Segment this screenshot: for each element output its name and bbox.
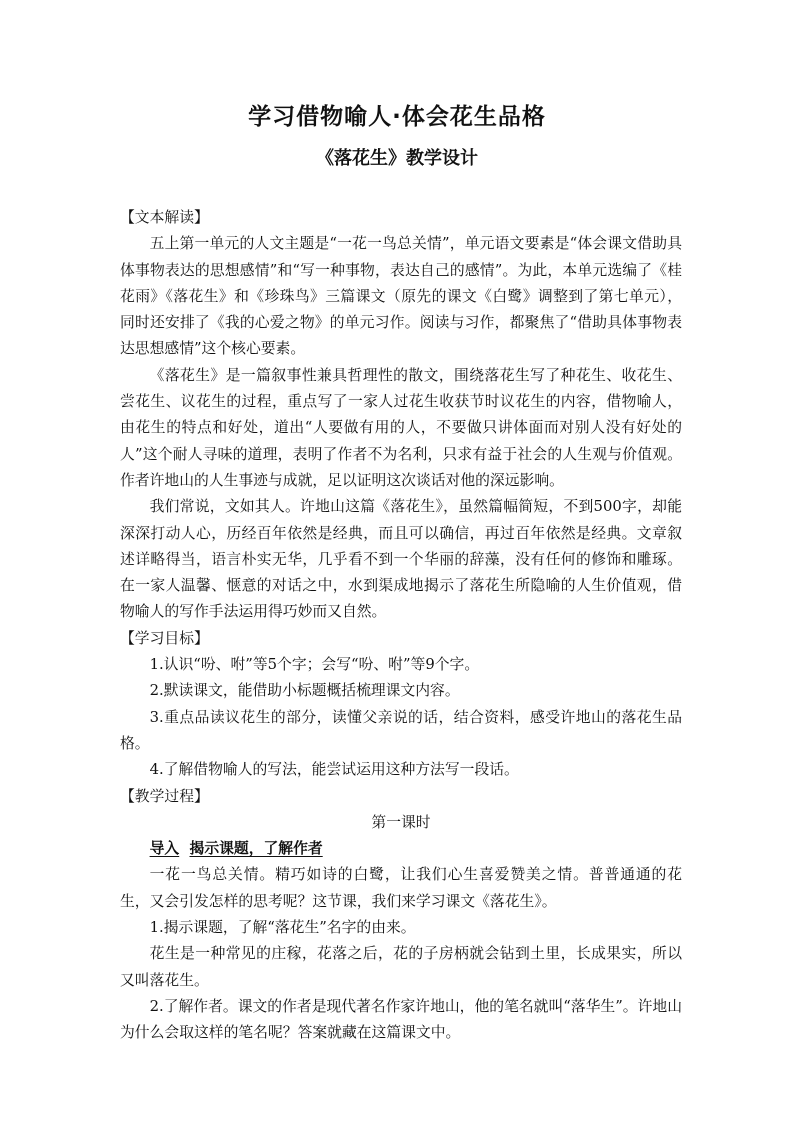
intro-title: 揭示课题，了解作者 — [189, 840, 323, 858]
section-heading-process: 【教学过程】 — [120, 787, 209, 805]
process-paragraph: 一花一鸟总关情。精巧如诗的白鹭，让我们心生喜爱赞美之情。普普通通的花生，又会引发怎样的思考呢？这节课，我们来学习课文《落花生》。 — [120, 866, 682, 910]
section-heading-goals: 【学习目标】 — [120, 629, 209, 647]
reading-paragraph: 《落花生》是一篇叙事性兼具哲理性的散文，围绕落花生写了种花生、收花生、尝花生、议花生的过程，重点写了一家人过花生收获节时议花生的内容，借物喻人，由花生的特点和好处，道出“人要做有用的人，不要做只讲体面而对别人没有好处的人”这个耐人寻味的道理，表明了作者不为名利，只求有益于社会的人生观与价值观。作者许地山的人生事迹与成就，足以证明这次谈话对他的深远影响。 — [120, 366, 682, 489]
reading-paragraph: 五上第一单元的人文主题是“一花一鸟总关情”，单元语文要素是“体会课文借助具体事物表达的思想感情”和“写一种事物，表达自己的感情”。为此，本单元选编了《桂花雨》《落花生》和《珍珠鸟》三篇课文（原先的课文《白鹭》调整到了第七单元），同时还安排了《我的心爱之物》的单元习作。阅读与习作，都聚焦了“借助具体事物表达思想感情”这个核心要素。 — [120, 235, 682, 358]
document-body — [120, 205, 682, 1047]
section-heading-reading: 【文本解读】 — [120, 209, 209, 226]
reading-paragraph: 我们常说，文如其人。许地山这篇《落花生》，虽然篇幅简短，不到500字，却能深深打动人心，历经百年依然是经典，而且可以确信，再过百年依然是经典。文章叙述详略得当，语言朴实无华，几乎看不到一个华丽的辞藻，没有任何的修饰和雕琢。在一家人温馨、惬意的对话之中，水到渠成地揭示了落花生所隐喻的人生价值观，借物喻人的写作手法运用得巧妙而又自然。 — [120, 498, 682, 621]
process-paragraph: 2.了解作者。课文的作者是现代著名作家许地山，他的笔名就叫“落华生”。许地山为什么会取这样的笔名呢？答案就藏在这篇课文中。 — [120, 997, 682, 1042]
lesson-label: 第一课时 — [371, 813, 431, 831]
document-title: 学习借物喻人·体会花生品格 — [248, 104, 546, 130]
goal-item: 3.重点品读议花生的部分，读懂父亲说的话，结合资料，感受许地山的落花生品格。 — [120, 708, 682, 752]
goal-item: 2.默读课文，能借助小标题概括梳理课文内容。 — [149, 682, 460, 700]
document-subtitle: 《落花生》教学设计 — [316, 148, 478, 169]
goal-item: 4.了解借物喻人的写法，能尝试运用这种方法写一段话。 — [149, 761, 519, 779]
process-paragraph: 1.揭示课题，了解“落花生”名字的由来。 — [149, 919, 416, 937]
process-paragraph: 花生是一种常见的庄稼，花落之后，花的子房柄就会钻到土里，长成果实，所以又叫落花生。 — [120, 945, 682, 989]
intro-heading — [120, 836, 682, 862]
goal-item: 1.认识“吩、咐”等5个字；会写“吩、咐”等9个字。 — [149, 656, 480, 674]
intro-label: 导入 — [149, 840, 180, 858]
